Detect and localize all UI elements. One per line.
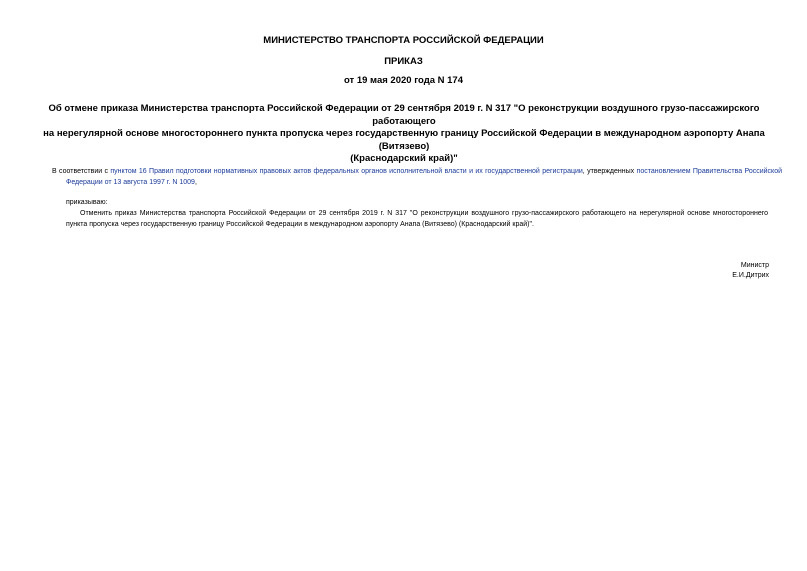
title-line-1: Об отмене приказа Министерства транспорта Российской Федерации от 29 сентября 2019 г. N 317 "О реконструкции воздушного грузо-пассажирского работающего	[48, 103, 760, 127]
preamble-link-resolution[interactable]: постановлением Правительства Российской Федерации от 13 августа 1997 г. N 1009	[66, 168, 782, 186]
preamble-mid: , утвержденных	[582, 168, 637, 175]
operative-paragraph	[66, 208, 768, 230]
preamble-link-rules[interactable]: пунктом 16 Правил подготовки нормативных правовых актов федеральных органов исполнительной власти и их государственной регистрации	[110, 168, 583, 175]
signatory-role: Министр	[740, 262, 769, 269]
title-line-3: (Краснодарский край)"	[350, 153, 458, 164]
order-directive-word: приказываю:	[66, 199, 108, 206]
preamble-tail: ,	[194, 179, 197, 186]
document-title	[36, 103, 772, 166]
signatory-name: Е.И.Дитрих	[732, 272, 769, 279]
operative-text: Отменить приказ Министерства транспорта Российской Федерации от 29 сентября 2019 г. N 317 "О реконструкции воздушного грузо-пассажирского работающего на нерегулярной основе многостороннего пункта пропуска через государственную границу Российской Федерации в международном аэропорту Анапа (Витязево) (Краснодарский край)".	[66, 210, 768, 228]
preamble-lead: В соответствии с	[52, 168, 111, 175]
preamble-paragraph	[52, 166, 782, 188]
order-date: от 19 мая 2020 года N 174	[343, 75, 464, 86]
ministry-heading: МИНИСТЕРСТВО ТРАНСПОРТА РОССИЙСКОЙ ФЕДЕРАЦИИ	[263, 35, 544, 46]
order-type-heading: ПРИКАЗ	[384, 56, 423, 67]
title-line-2: на нерегулярной основе многостороннего пункта пропуска через государственную границу Российской Федерации в международном аэропорту Анапа (Витязево)	[43, 128, 765, 152]
